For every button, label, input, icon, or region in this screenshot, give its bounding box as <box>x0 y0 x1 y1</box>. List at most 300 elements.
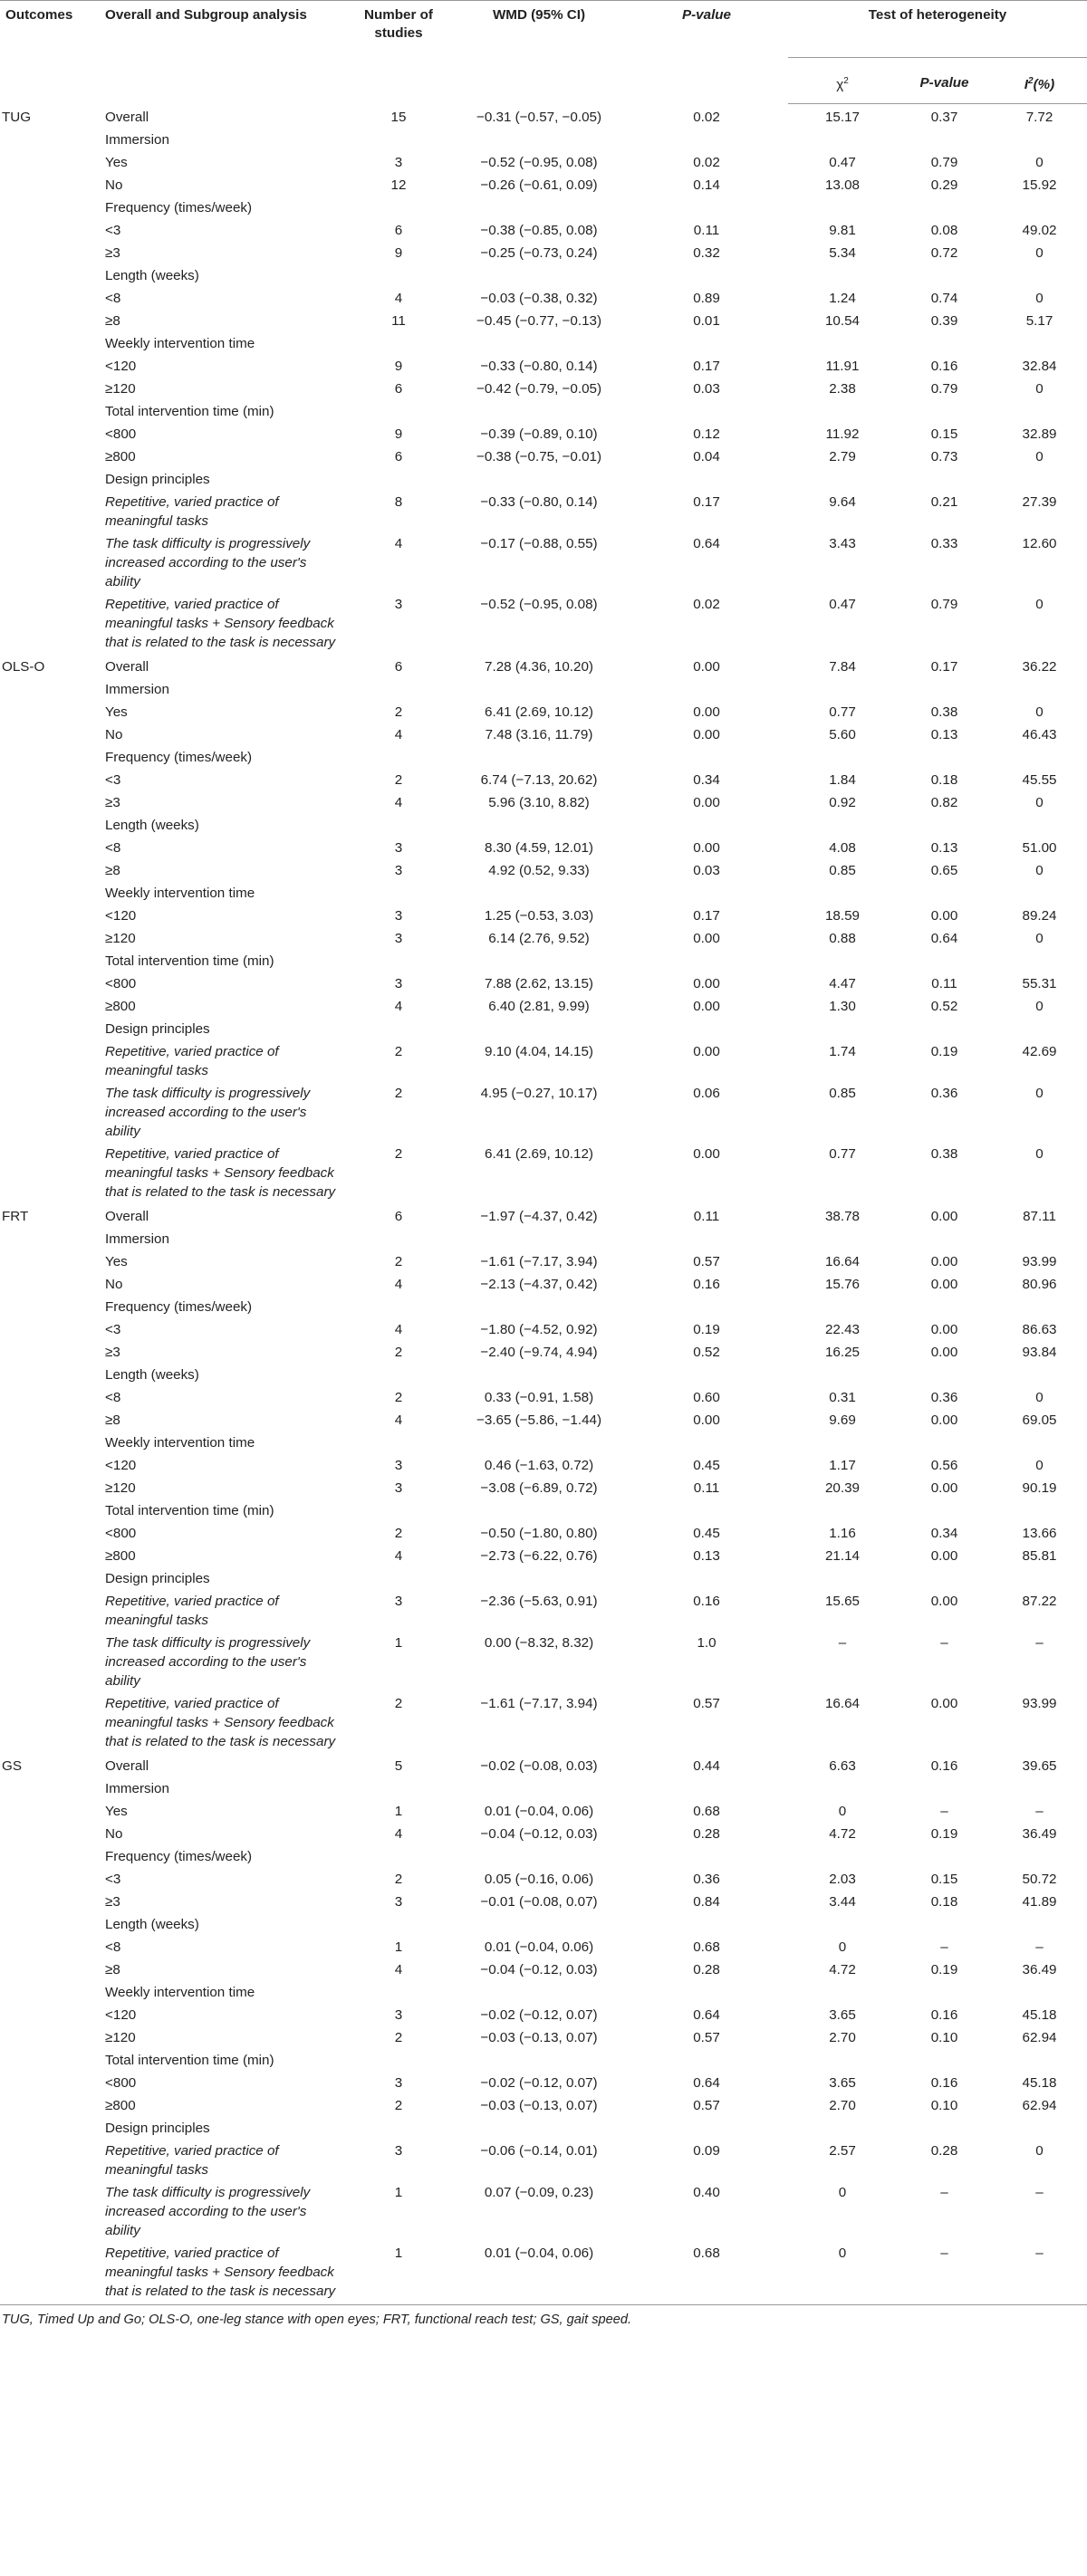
cell-pvalue: 0.03 <box>693 381 720 397</box>
cell-wmd: −0.38 (−0.75, −0.01) <box>476 449 602 464</box>
cell-pvalue <box>625 1499 788 1522</box>
table-row <box>0 1386 1087 1409</box>
cell-het-pvalue: 0.10 <box>930 2030 958 2045</box>
cell-pvalue: 0.17 <box>693 359 720 374</box>
cell-het-pvalue: 0.65 <box>930 863 958 878</box>
cell-i2: 0 <box>1035 999 1044 1014</box>
cell-analysis: ≥8 <box>105 863 120 878</box>
cell-analysis: Repetitive, varied practice of meaningful tasks + Sensory feedback that is related to the task is necessary <box>100 2242 344 2305</box>
cell-outcome <box>0 972 100 995</box>
cell-pvalue <box>625 814 788 837</box>
cell-pvalue: 0.89 <box>693 291 720 306</box>
table-row <box>0 950 1087 972</box>
cell-het-pvalue <box>897 332 992 355</box>
cell-analysis: Frequency (times/week) <box>105 1849 253 1864</box>
cell-i2: 69.05 <box>1022 1412 1057 1428</box>
cell-wmd <box>453 678 625 701</box>
cell-outcome <box>0 769 100 791</box>
cell-pvalue: 0.34 <box>693 772 720 788</box>
cell-analysis: The task difficulty is progressively increased according to the user's ability <box>105 1086 311 1139</box>
cell-het-pvalue <box>897 1499 992 1522</box>
cell-pvalue: 0.09 <box>693 2143 720 2159</box>
cell-pvalue <box>625 332 788 355</box>
cell-chi2: 1.24 <box>829 291 856 306</box>
cell-pvalue <box>625 1228 788 1250</box>
cell-chi2: 11.92 <box>825 426 860 442</box>
cell-chi2: 0.85 <box>829 863 856 878</box>
cell-i2 <box>992 129 1087 151</box>
cell-analysis: <8 <box>105 291 121 306</box>
cell-studies <box>344 882 453 905</box>
table-row <box>0 1409 1087 1432</box>
cell-het-pvalue: 0.16 <box>930 2075 958 2091</box>
cell-wmd: 4.92 (0.52, 9.33) <box>488 863 590 878</box>
cell-het-pvalue <box>897 1913 992 1936</box>
cell-i2: 87.11 <box>1023 1209 1056 1224</box>
cell-i2 <box>992 1567 1087 1590</box>
cell-outcome <box>0 2094 100 2117</box>
table-row <box>0 1958 1087 1981</box>
cell-outcome <box>0 378 100 400</box>
cell-pvalue: 0.57 <box>693 1254 720 1269</box>
cell-chi2 <box>788 2117 897 2140</box>
cell-outcome <box>0 174 100 196</box>
cell-pvalue: 0.64 <box>693 2075 720 2091</box>
cell-wmd: −0.02 (−0.12, 0.07) <box>480 2007 598 2023</box>
table-row <box>0 723 1087 746</box>
cell-het-pvalue: 0.29 <box>930 177 958 193</box>
cell-chi2: 9.81 <box>829 223 856 238</box>
cell-outcome <box>0 1432 100 1454</box>
cell-analysis: ≥3 <box>105 795 120 810</box>
cell-analysis: ≥3 <box>105 1894 120 1910</box>
cell-outcome <box>0 264 100 287</box>
cell-outcome: GS <box>2 1758 22 1774</box>
cell-pvalue: 0.00 <box>693 976 720 991</box>
cell-chi2 <box>788 1981 897 2004</box>
cell-i2: 0 <box>1035 1086 1044 1101</box>
cell-wmd <box>453 1913 625 1936</box>
cell-pvalue <box>625 400 788 423</box>
cell-i2: 0 <box>1035 795 1044 810</box>
cell-chi2 <box>788 264 897 287</box>
cell-chi2: 0.47 <box>829 597 856 612</box>
cell-het-pvalue <box>897 400 992 423</box>
cell-pvalue <box>625 468 788 491</box>
cell-studies <box>344 2049 453 2072</box>
cell-chi2: 5.60 <box>829 727 856 742</box>
cell-i2: 0 <box>1035 1146 1044 1162</box>
cell-analysis: <120 <box>105 2007 137 2023</box>
cell-het-pvalue: – <box>940 1804 948 1819</box>
cell-pvalue: 0.57 <box>693 2098 720 2113</box>
header-studies: Number of studies <box>364 7 433 41</box>
cell-het-pvalue: 0.00 <box>930 1322 958 1337</box>
cell-chi2: 16.25 <box>824 1345 860 1360</box>
cell-outcome <box>0 129 100 151</box>
cell-chi2: 1.17 <box>829 1458 856 1473</box>
cell-wmd: 0.33 (−0.91, 1.58) <box>484 1390 594 1405</box>
cell-chi2: 0 <box>838 2185 847 2200</box>
cell-pvalue: 0.14 <box>693 177 720 193</box>
cell-chi2 <box>788 332 897 355</box>
cell-chi2: – <box>838 1635 847 1651</box>
cell-pvalue: 1.0 <box>697 1635 717 1651</box>
cell-het-pvalue: 0.37 <box>930 110 958 125</box>
cell-i2: 0 <box>1035 245 1044 261</box>
cell-het-pvalue: 0.17 <box>930 659 958 675</box>
cell-wmd <box>453 1228 625 1250</box>
cell-pvalue: 0.19 <box>693 1322 720 1337</box>
cell-chi2 <box>788 814 897 837</box>
table-row <box>0 1364 1087 1386</box>
cell-studies: 2 <box>394 1390 403 1405</box>
cell-wmd: −1.97 (−4.37, 0.42) <box>480 1209 598 1224</box>
cell-wmd: 6.74 (−7.13, 20.62) <box>480 772 598 788</box>
cell-i2 <box>992 468 1087 491</box>
cell-pvalue <box>625 129 788 151</box>
cell-analysis: Overall <box>105 659 149 675</box>
cell-wmd <box>453 1567 625 1590</box>
cell-chi2: 3.65 <box>829 2007 856 2023</box>
cell-analysis: ≥8 <box>105 313 120 329</box>
cell-studies <box>344 196 453 219</box>
cell-chi2: 0.88 <box>829 931 856 946</box>
cell-het-pvalue <box>897 1228 992 1250</box>
cell-chi2: 9.69 <box>829 1412 856 1428</box>
cell-wmd <box>453 1499 625 1522</box>
cell-outcome <box>0 2004 100 2026</box>
cell-i2: 89.24 <box>1022 908 1057 924</box>
cell-wmd <box>453 950 625 972</box>
cell-pvalue: 0.28 <box>693 1826 720 1842</box>
cell-analysis: Immersion <box>105 682 169 697</box>
cell-analysis: <120 <box>105 1458 137 1473</box>
table-row <box>0 769 1087 791</box>
table-row <box>0 2181 1087 2242</box>
cell-het-pvalue: – <box>897 2242 992 2305</box>
cell-i2: 7.72 <box>1025 110 1053 125</box>
cell-chi2: 3.65 <box>829 2075 856 2091</box>
cell-outcome <box>0 1891 100 1913</box>
cell-outcome <box>0 1567 100 1590</box>
cell-wmd: −0.02 (−0.08, 0.03) <box>480 1758 598 1774</box>
cell-studies <box>344 746 453 769</box>
cell-het-pvalue: 0.08 <box>930 223 958 238</box>
cell-pvalue: 0.00 <box>693 727 720 742</box>
table-row <box>0 1868 1087 1891</box>
cell-studies: 1 <box>394 2185 403 2200</box>
cell-analysis: Total intervention time (min) <box>105 404 274 419</box>
cell-chi2: 2.57 <box>829 2143 856 2159</box>
cell-outcome <box>0 1296 100 1318</box>
cell-wmd: −0.52 (−0.95, 0.08) <box>480 597 598 612</box>
cell-chi2: 16.64 <box>824 1696 860 1711</box>
cell-pvalue <box>625 1567 788 1590</box>
cell-wmd <box>453 1296 625 1318</box>
cell-studies: 1 <box>344 2242 453 2305</box>
table-row <box>0 310 1087 332</box>
cell-chi2: 4.72 <box>829 1962 856 1977</box>
header-i2: $I^2(\%)$ <box>992 58 1087 104</box>
cell-pvalue <box>625 678 788 701</box>
cell-outcome: FRT <box>2 1209 29 1224</box>
cell-het-pvalue: 0.38 <box>930 1146 958 1162</box>
cell-analysis: Total intervention time (min) <box>105 2053 274 2068</box>
cell-i2: 0 <box>1035 291 1044 306</box>
cell-pvalue <box>625 1018 788 1040</box>
cell-outcome: OLS-O <box>2 659 45 675</box>
cell-pvalue: 0.17 <box>693 494 720 510</box>
cell-het-pvalue <box>897 1296 992 1318</box>
cell-analysis: Immersion <box>105 1781 169 1796</box>
table-row <box>0 2026 1087 2049</box>
cell-analysis: Length (weeks) <box>105 818 199 833</box>
cell-outcome <box>0 1545 100 1567</box>
cell-i2 <box>992 400 1087 423</box>
cell-analysis: Repetitive, varied practice of meaningful tasks <box>105 1044 279 1078</box>
cell-chi2 <box>788 950 897 972</box>
table-row <box>0 995 1087 1018</box>
cell-i2: 62.94 <box>1022 2030 1057 2045</box>
cell-wmd: −0.03 (−0.13, 0.07) <box>480 2098 598 2113</box>
cell-outcome <box>0 927 100 950</box>
cell-outcome <box>0 1143 100 1203</box>
cell-pvalue: 0.32 <box>693 245 720 261</box>
cell-outcome <box>0 1477 100 1499</box>
cell-studies <box>344 332 453 355</box>
table-row <box>0 1936 1087 1958</box>
cell-studies: 9 <box>394 359 403 374</box>
cell-het-pvalue: 0.74 <box>930 291 958 306</box>
cell-studies: 4 <box>394 1826 403 1842</box>
cell-outcome <box>0 1273 100 1296</box>
cell-studies: 2 <box>394 2098 403 2113</box>
cell-chi2: 1.74 <box>829 1044 856 1059</box>
cell-chi2 <box>788 1567 897 1590</box>
cell-outcome <box>0 814 100 837</box>
cell-studies: 2 <box>394 1696 403 1711</box>
cell-outcome <box>0 678 100 701</box>
table-row <box>0 2072 1087 2094</box>
cell-wmd: 0.00 (−8.32, 8.32) <box>484 1635 594 1651</box>
cell-chi2 <box>788 1913 897 1936</box>
cell-wmd: −2.13 (−4.37, 0.42) <box>480 1277 598 1292</box>
cell-wmd: 6.40 (2.81, 9.99) <box>488 999 590 1014</box>
cell-chi2: 0.92 <box>829 795 856 810</box>
cell-het-pvalue: 0.19 <box>930 1826 958 1842</box>
cell-studies: 3 <box>394 1594 403 1609</box>
cell-analysis: ≥3 <box>105 1345 120 1360</box>
cell-het-pvalue: 0.00 <box>930 908 958 924</box>
table-row <box>0 2049 1087 2072</box>
cell-i2: 32.89 <box>1022 426 1057 442</box>
cell-pvalue: 0.68 <box>625 2242 788 2305</box>
cell-wmd <box>453 2117 625 2140</box>
cell-studies: 15 <box>390 109 407 125</box>
cell-studies: 4 <box>394 291 403 306</box>
cell-i2: 45.55 <box>1022 772 1057 788</box>
cell-wmd <box>453 196 625 219</box>
cell-pvalue: 0.68 <box>693 1939 720 1955</box>
cell-pvalue: 0.52 <box>693 1345 720 1360</box>
cell-i2 <box>992 1018 1087 1040</box>
cell-chi2: 16.64 <box>824 1254 860 1269</box>
cell-het-pvalue <box>897 882 992 905</box>
cell-het-pvalue: 0.13 <box>930 727 958 742</box>
cell-studies: 2 <box>394 704 403 720</box>
table-row <box>0 2140 1087 2181</box>
cell-outcome <box>0 882 100 905</box>
cell-pvalue: 0.12 <box>693 426 720 442</box>
table-row <box>0 1753 1087 1777</box>
cell-i2: 0 <box>1035 597 1044 612</box>
cell-wmd: −2.40 (−9.74, 4.94) <box>480 1345 598 1360</box>
cell-studies: 2 <box>394 772 403 788</box>
cell-chi2 <box>788 1228 897 1250</box>
cell-analysis: ≥8 <box>105 1962 120 1977</box>
cell-wmd: −0.02 (−0.12, 0.07) <box>480 2075 598 2091</box>
cell-studies <box>344 1296 453 1318</box>
cell-analysis: ≥120 <box>105 2030 136 2045</box>
cell-i2: 0 <box>1035 449 1044 464</box>
cell-wmd: −0.38 (−0.85, 0.08) <box>480 223 598 238</box>
cell-i2: 86.63 <box>1022 1322 1057 1337</box>
cell-pvalue: 0.04 <box>693 449 720 464</box>
cell-outcome <box>0 491 100 532</box>
cell-chi2: 4.08 <box>829 840 856 856</box>
cell-studies: 3 <box>394 863 403 878</box>
cell-wmd <box>453 129 625 151</box>
cell-het-pvalue <box>897 1981 992 2004</box>
cell-chi2: 2.70 <box>829 2098 856 2113</box>
table-row <box>0 1590 1087 1632</box>
cell-outcome <box>0 1454 100 1477</box>
cell-wmd: −0.25 (−0.73, 0.24) <box>480 245 598 261</box>
cell-het-pvalue: 0.00 <box>930 1254 958 1269</box>
cell-outcome <box>0 1082 100 1143</box>
cell-outcome <box>0 995 100 1018</box>
cell-studies: 2 <box>394 1146 403 1162</box>
cell-outcome <box>0 593 100 654</box>
table-row <box>0 264 1087 287</box>
cell-outcome <box>0 196 100 219</box>
cell-i2 <box>992 264 1087 287</box>
cell-wmd: −0.42 (−0.79, −0.05) <box>476 381 602 397</box>
cell-i2: – <box>1035 2185 1044 2200</box>
cell-studies <box>344 1845 453 1868</box>
cell-wmd: −0.04 (−0.12, 0.03) <box>480 1962 598 1977</box>
cell-analysis: ≥8 <box>105 1412 120 1428</box>
cell-studies: 5 <box>394 1758 403 1774</box>
cell-outcome <box>0 1341 100 1364</box>
cell-outcome <box>0 1777 100 1800</box>
cell-pvalue: 0.64 <box>693 536 720 551</box>
cell-analysis: Repetitive, varied practice of meaningful tasks <box>105 1594 279 1628</box>
cell-studies: 4 <box>394 727 403 742</box>
cell-studies <box>344 400 453 423</box>
cell-outcome <box>0 1800 100 1823</box>
cell-analysis: Overall <box>105 109 149 125</box>
cell-studies: 2 <box>394 1254 403 1269</box>
table-row <box>0 678 1087 701</box>
table-row <box>0 1477 1087 1499</box>
cell-het-pvalue: 0.73 <box>930 449 958 464</box>
cell-i2: 46.43 <box>1022 727 1057 742</box>
cell-i2: 55.31 <box>1022 976 1057 991</box>
table-row <box>0 196 1087 219</box>
cell-analysis: Repetitive, varied practice of meaningful tasks + Sensory feedback that is related to the task is necessary <box>105 1696 336 1749</box>
table-row <box>0 1203 1087 1228</box>
cell-wmd: −1.80 (−4.52, 0.92) <box>480 1322 598 1337</box>
cell-pvalue: 0.36 <box>693 1872 720 1887</box>
table-row <box>0 701 1087 723</box>
cell-outcome <box>0 151 100 174</box>
cell-i2: – <box>1035 1804 1044 1819</box>
cell-analysis: <800 <box>105 1526 137 1541</box>
cell-wmd: 6.41 (2.69, 10.12) <box>485 704 593 720</box>
cell-wmd: −0.33 (−0.80, 0.14) <box>480 494 598 510</box>
cell-pvalue: 0.01 <box>693 313 720 329</box>
cell-studies: 4 <box>394 795 403 810</box>
cell-analysis: ≥800 <box>105 449 136 464</box>
cell-analysis: Frequency (times/week) <box>105 200 253 215</box>
cell-chi2: 7.84 <box>829 659 856 675</box>
table-row <box>0 2094 1087 2117</box>
cell-i2 <box>992 1499 1087 1522</box>
cell-i2 <box>992 678 1087 701</box>
cell-studies: 3 <box>394 2143 403 2159</box>
table-row <box>0 1567 1087 1590</box>
cell-studies: 4 <box>394 536 403 551</box>
cell-het-pvalue <box>897 814 992 837</box>
cell-studies: 4 <box>394 1277 403 1292</box>
table-row <box>0 400 1087 423</box>
cell-studies <box>344 264 453 287</box>
table-row <box>0 1891 1087 1913</box>
cell-analysis: Design principles <box>105 1021 210 1037</box>
cell-outcome <box>0 1958 100 1981</box>
cell-het-pvalue: 0.16 <box>930 359 958 374</box>
cell-het-pvalue: 0.79 <box>930 381 958 397</box>
cell-outcome <box>0 287 100 310</box>
cell-analysis: No <box>105 1826 123 1842</box>
cell-studies <box>344 2117 453 2140</box>
cell-het-pvalue: 0.79 <box>930 597 958 612</box>
cell-analysis: Frequency (times/week) <box>105 1299 253 1315</box>
cell-chi2: 2.38 <box>829 381 856 397</box>
cell-i2 <box>992 2049 1087 2072</box>
cell-chi2 <box>788 2049 897 2072</box>
cell-het-pvalue: 0.28 <box>930 2143 958 2159</box>
cell-outcome <box>0 468 100 491</box>
cell-pvalue <box>625 746 788 769</box>
table-row <box>0 1454 1087 1477</box>
cell-i2 <box>992 2117 1087 2140</box>
cell-chi2: 20.39 <box>824 1480 860 1496</box>
cell-chi2: 4.72 <box>829 1826 856 1842</box>
table-row <box>0 1040 1087 1082</box>
cell-analysis: ≥3 <box>105 245 120 261</box>
cell-wmd <box>453 468 625 491</box>
cell-het-pvalue: 0.11 <box>931 976 957 991</box>
table-row <box>0 1913 1087 1936</box>
cell-het-pvalue <box>897 950 992 972</box>
cell-chi2: 11.91 <box>825 359 860 374</box>
cell-chi2: 10.54 <box>824 313 860 329</box>
cell-wmd: 0.01 (−0.04, 0.06) <box>484 1939 594 1955</box>
cell-pvalue: 0.60 <box>693 1390 720 1405</box>
